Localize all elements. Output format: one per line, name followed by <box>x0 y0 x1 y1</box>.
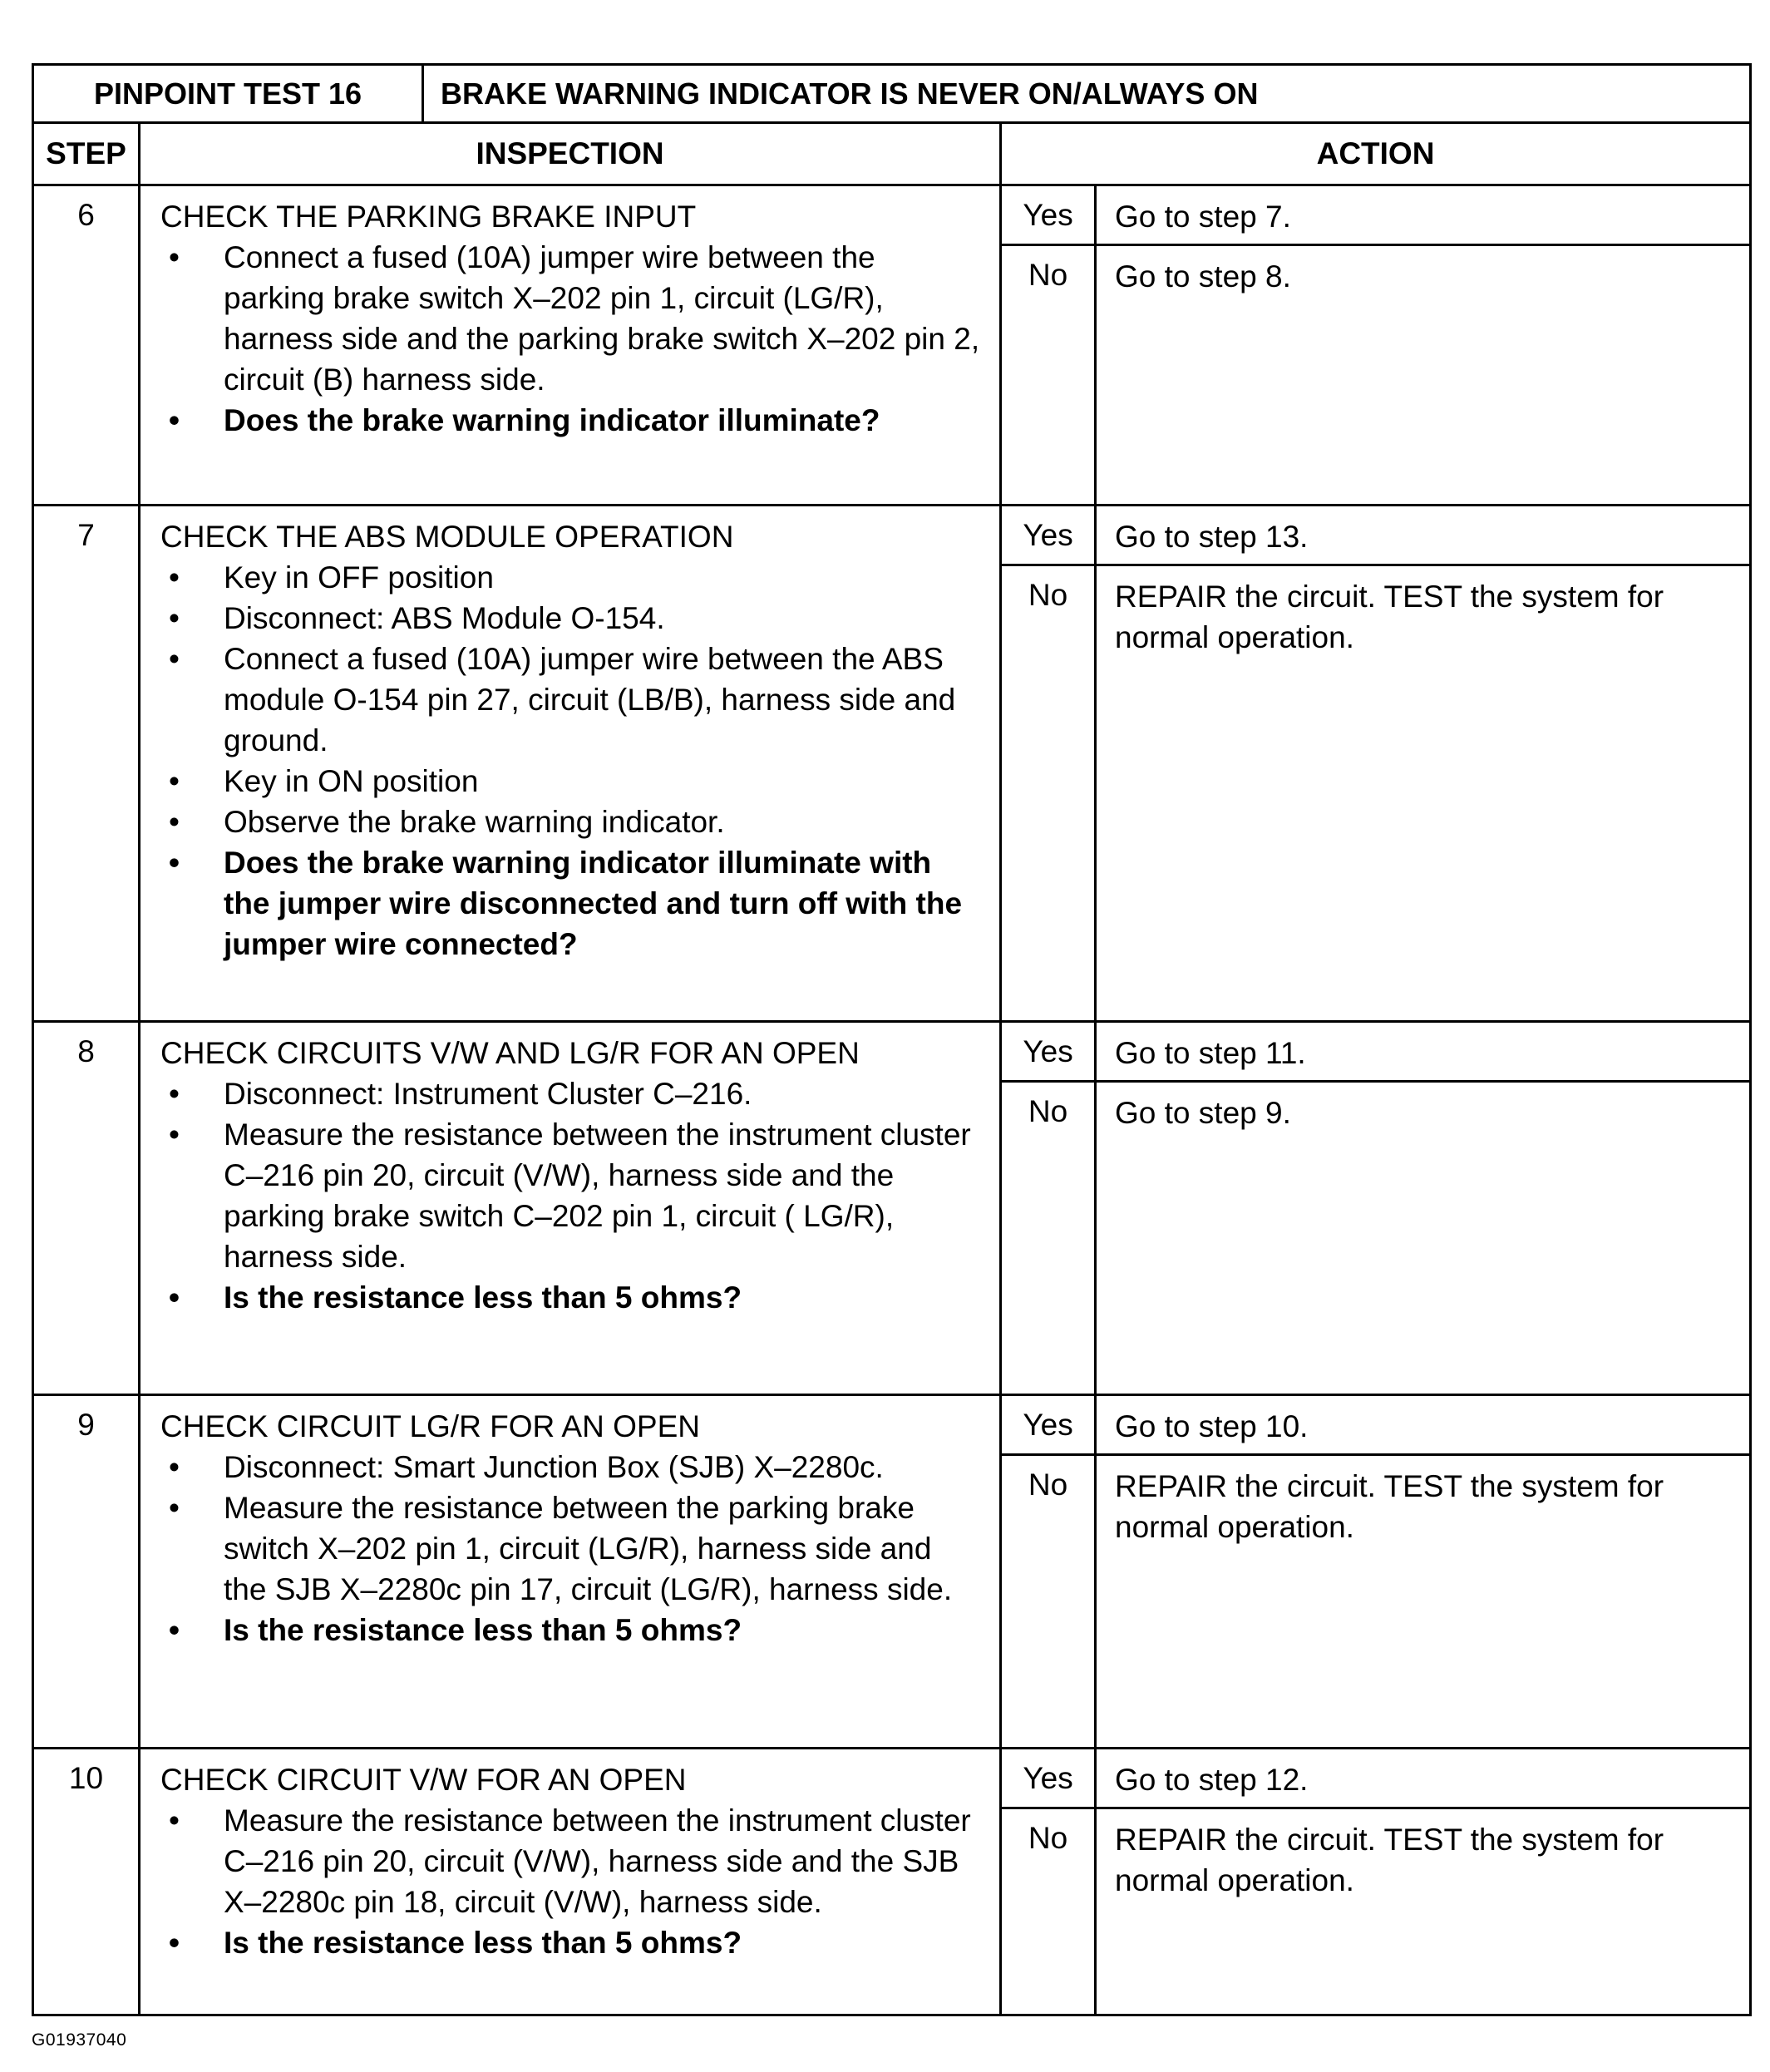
step-row <box>33 1749 1751 1808</box>
inspection-bullets <box>160 237 981 441</box>
figure-id: G01937040 <box>32 2030 127 2050</box>
step-number: 9 <box>33 1395 140 1749</box>
inspection-title: CHECK THE ABS MODULE OPERATION <box>160 520 734 554</box>
inspection-title: CHECK CIRCUITS V/W AND LG/R FOR AN OPEN <box>160 1036 860 1070</box>
inspection-instruction: • Disconnect: Smart Junction Box (SJB) X–2280c. <box>160 1447 981 1487</box>
inspection-question: • Does the brake warning indicator illuminate with the jumper wire disconnected and turn off with the jumper wire connected? <box>160 842 981 964</box>
inspection-bullets <box>160 1073 981 1318</box>
action-header: ACTION <box>1001 123 1751 185</box>
yes-action: Go to step 13. <box>1096 506 1751 565</box>
step-number: 6 <box>33 185 140 506</box>
inspection-instruction: • Observe the brake warning indicator. <box>160 802 981 842</box>
inspection-cell <box>140 1395 1001 1749</box>
step-number: 7 <box>33 506 140 1022</box>
inspection-title: CHECK CIRCUIT V/W FOR AN OPEN <box>160 1763 687 1797</box>
inspection-question: • Is the resistance less than 5 ohms? <box>160 1277 981 1318</box>
no-action: Go to step 8. <box>1096 245 1751 506</box>
inspection-question: • Is the resistance less than 5 ohms? <box>160 1610 981 1650</box>
title-row <box>33 65 1751 123</box>
inspection-instruction: • Connect a fused (10A) jumper wire between the parking brake switch X–202 pin 1, circuit (LG/R), harness side and the parking brake switch X–202 pin 2, circuit (B) harness side. <box>160 237 981 400</box>
no-label: No <box>1001 565 1096 1022</box>
inspection-bullets <box>160 557 981 964</box>
inspection-instruction: • Disconnect: ABS Module O-154. <box>160 598 981 639</box>
test-description: BRAKE WARNING INDICATOR IS NEVER ON/ALWAYS ON <box>423 65 1751 123</box>
inspection-cell <box>140 506 1001 1022</box>
no-action: Go to step 9. <box>1096 1082 1751 1395</box>
yes-label: Yes <box>1001 1749 1096 1808</box>
inspection-instruction: • Measure the resistance between the instrument cluster C–216 pin 20, circuit (V/W), harness side and the parking brake switch C–202 pin 1, circuit ( LG/R), harness side. <box>160 1114 981 1277</box>
inspection-cell <box>140 185 1001 506</box>
no-label: No <box>1001 245 1096 506</box>
steps-body <box>33 185 1751 2015</box>
yes-label: Yes <box>1001 1022 1096 1082</box>
test-number: PINPOINT TEST 16 <box>33 65 423 123</box>
inspection-cell <box>140 1022 1001 1395</box>
inspection-bullets <box>160 1447 981 1650</box>
yes-action: Go to step 12. <box>1096 1749 1751 1808</box>
step-row <box>33 185 1751 245</box>
yes-action: Go to step 7. <box>1096 185 1751 245</box>
no-action: REPAIR the circuit. TEST the system for normal operation. <box>1096 1808 1751 2015</box>
no-label: No <box>1001 1808 1096 2015</box>
inspection-cell <box>140 1749 1001 2015</box>
pinpoint-test-table <box>32 63 1752 2016</box>
step-row <box>33 1022 1751 1082</box>
inspection-instruction: • Key in ON position <box>160 761 981 802</box>
inspection-question: • Does the brake warning indicator illuminate? <box>160 400 981 441</box>
step-row <box>33 506 1751 565</box>
inspection-instruction: • Measure the resistance between the instrument cluster C–216 pin 20, circuit (V/W), harness side and the SJB X–2280c pin 18, circuit (V/W), harness side. <box>160 1800 981 1922</box>
yes-action: Go to step 11. <box>1096 1022 1751 1082</box>
no-label: No <box>1001 1082 1096 1395</box>
inspection-title: CHECK THE PARKING BRAKE INPUT <box>160 200 697 234</box>
inspection-bullets <box>160 1800 981 1963</box>
header-row <box>33 123 1751 185</box>
yes-action: Go to step 10. <box>1096 1395 1751 1455</box>
yes-label: Yes <box>1001 185 1096 245</box>
inspection-question: • Is the resistance less than 5 ohms? <box>160 1922 981 1963</box>
step-row <box>33 1395 1751 1455</box>
yes-label: Yes <box>1001 506 1096 565</box>
step-header: STEP <box>33 123 140 185</box>
step-number: 8 <box>33 1022 140 1395</box>
no-label: No <box>1001 1455 1096 1749</box>
inspection-instruction: • Key in OFF position <box>160 557 981 598</box>
inspection-header: INSPECTION <box>140 123 1001 185</box>
inspection-instruction: • Connect a fused (10A) jumper wire between the ABS module O-154 pin 27, circuit (LB/B), harness side and ground. <box>160 639 981 761</box>
yes-label: Yes <box>1001 1395 1096 1455</box>
step-number: 10 <box>33 1749 140 2015</box>
no-action: REPAIR the circuit. TEST the system for normal operation. <box>1096 565 1751 1022</box>
inspection-instruction: • Disconnect: Instrument Cluster C–216. <box>160 1073 981 1114</box>
no-action: REPAIR the circuit. TEST the system for normal operation. <box>1096 1455 1751 1749</box>
inspection-instruction: • Measure the resistance between the parking brake switch X–202 pin 1, circuit (LG/R), harness side and the SJB X–2280c pin 17, circuit (LG/R), harness side. <box>160 1487 981 1610</box>
inspection-title: CHECK CIRCUIT LG/R FOR AN OPEN <box>160 1409 700 1443</box>
